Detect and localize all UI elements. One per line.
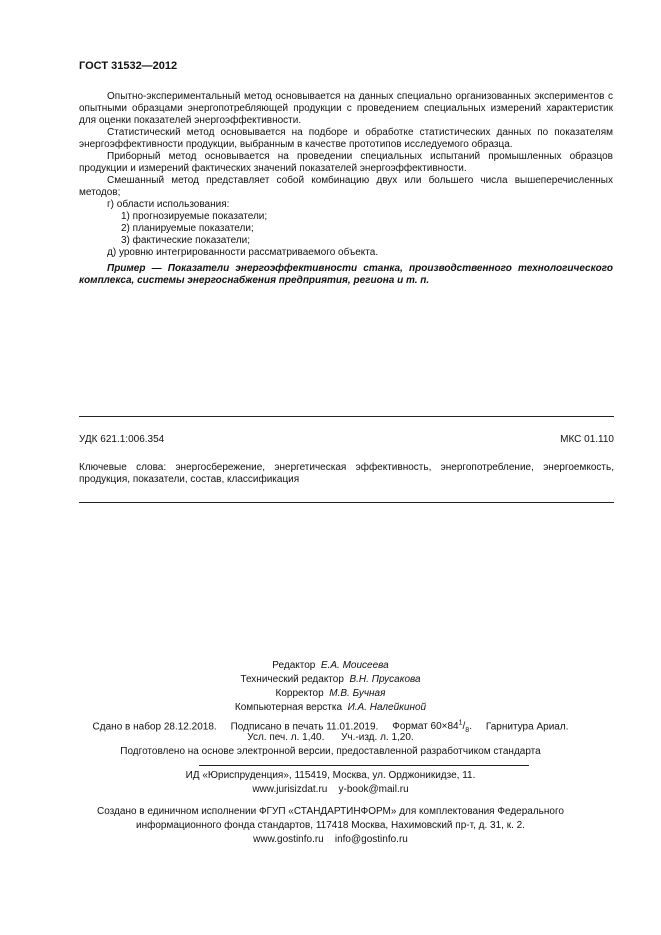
keywords: Ключевые слова: энергосбережение, энергетическая эффективность, энергопотребление, энергоемкость, продукция, показатели, состав, классификация (79, 462, 614, 485)
list-item-g3: 3) фактические показатели; (121, 235, 251, 246)
layout-row (0, 701, 661, 715)
mks-code: МКС 01.110 (560, 434, 614, 445)
example-note: Пример — Показатели энергоэффективности станка, производственного технологического комплекса, системы энергоснабжения предприятия, региона и т. п. (79, 263, 613, 286)
creator-email[interactable]: info@gostinfo.ru (334, 834, 408, 845)
publisher-divider (199, 765, 529, 766)
corrector-row (0, 687, 661, 701)
creator-line-2: информационного фонда стандартов, 117418 Москва, Нахимовский пр-т, д. 31, к. 2. (136, 820, 525, 831)
list-item-g: г) области использования: (107, 199, 230, 210)
corrector-name: М.В. Бучная (329, 688, 386, 699)
print-line-2 (0, 731, 661, 745)
format: Формат $60\times 84^1/_8$. (392, 720, 472, 735)
format-end: . (469, 721, 472, 733)
paragraph-experimental-method: Опытно-экспериментальный метод основывается на данных специально организованных экспериментов с опытными образцами энергопотребляющей продукции с проведением специальных измерений характеристик для оценки показателей энергоэффективности. (79, 91, 613, 126)
prepared-note: Подготовлено на основе электронной версии, предоставленной разработчиком стандарта (120, 746, 541, 757)
format-label: Формат 60×84 (392, 721, 459, 733)
format-denominator: 8 (465, 727, 470, 735)
creator-site[interactable]: www.gostinfo.ru (253, 834, 324, 845)
paragraph-mixed-method: Смешанный метод представляет собой комбинацию двух или большего числа вышеперечисленных методов; (79, 175, 613, 198)
udk-code: УДК 621.1:006.354 (79, 434, 165, 445)
publisher-site[interactable]: www.jurisizdat.ru (252, 784, 328, 795)
tech-editor-name: В.Н. Прусакова (349, 674, 421, 685)
editor-name: Е.А. Моисеева (320, 660, 389, 671)
tech-editor-row (0, 673, 661, 687)
list-item-g2: 2) планируемые показатели; (121, 223, 254, 234)
corrector-role: Корректор (275, 688, 324, 699)
publisher-address: ИД «Юриспруденция», 115419, Москва, ул. Орджоникидзе, 11. (185, 770, 476, 781)
layout-name: И.А. Налейкиной (347, 702, 427, 713)
list-item-g1: 1) прогнозируемые показатели; (121, 211, 268, 222)
creator-line-1: Создано в единичном исполнении ФГУП «СТАНДАРТИНФОРМ» для комплектования Федерального (97, 806, 564, 817)
tech-editor-role: Технический редактор (240, 674, 344, 685)
printed-sheets: Усл. печ. л. 1,40. (247, 732, 325, 743)
publisher-contacts (0, 783, 661, 797)
editor-row (0, 659, 661, 673)
document-code: ГОСТ 31532—2012 (79, 60, 178, 72)
divider-top (79, 416, 614, 417)
paragraph-statistical-method: Статистический метод основывается на подборе и обработке статистических данных по показателям энергоэффективности продукции, выбранным в качестве прототипов исследуемого образца. (79, 127, 613, 150)
publisher-email[interactable]: y-book@mail.ru (338, 784, 409, 795)
typeface: Гарнитура Ариал. (485, 721, 569, 733)
layout-role: Компьютерная верстка (234, 702, 343, 713)
divider-bottom (79, 502, 614, 503)
paragraph-instrumental-method: Приборный метод основывается на проведении специальных испытаний промышленных образцов продукции и измерений фактических значений показателей энергоэффективности. (79, 151, 613, 174)
list-item-d: д) уровню интегрированности рассматриваемого объекта. (107, 247, 379, 258)
format-numerator: 1 (458, 720, 463, 727)
signed-date: Подписано в печать 11.01.2019. (230, 721, 379, 733)
staff-block (0, 659, 661, 715)
set-date: Сдано в набор 28.12.2018. (92, 721, 217, 733)
editor-role: Редактор (272, 660, 316, 671)
creator-contacts (0, 833, 661, 847)
publishing-sheets: Уч.-изд. л. 1,20. (341, 732, 414, 743)
main-text (79, 91, 613, 287)
